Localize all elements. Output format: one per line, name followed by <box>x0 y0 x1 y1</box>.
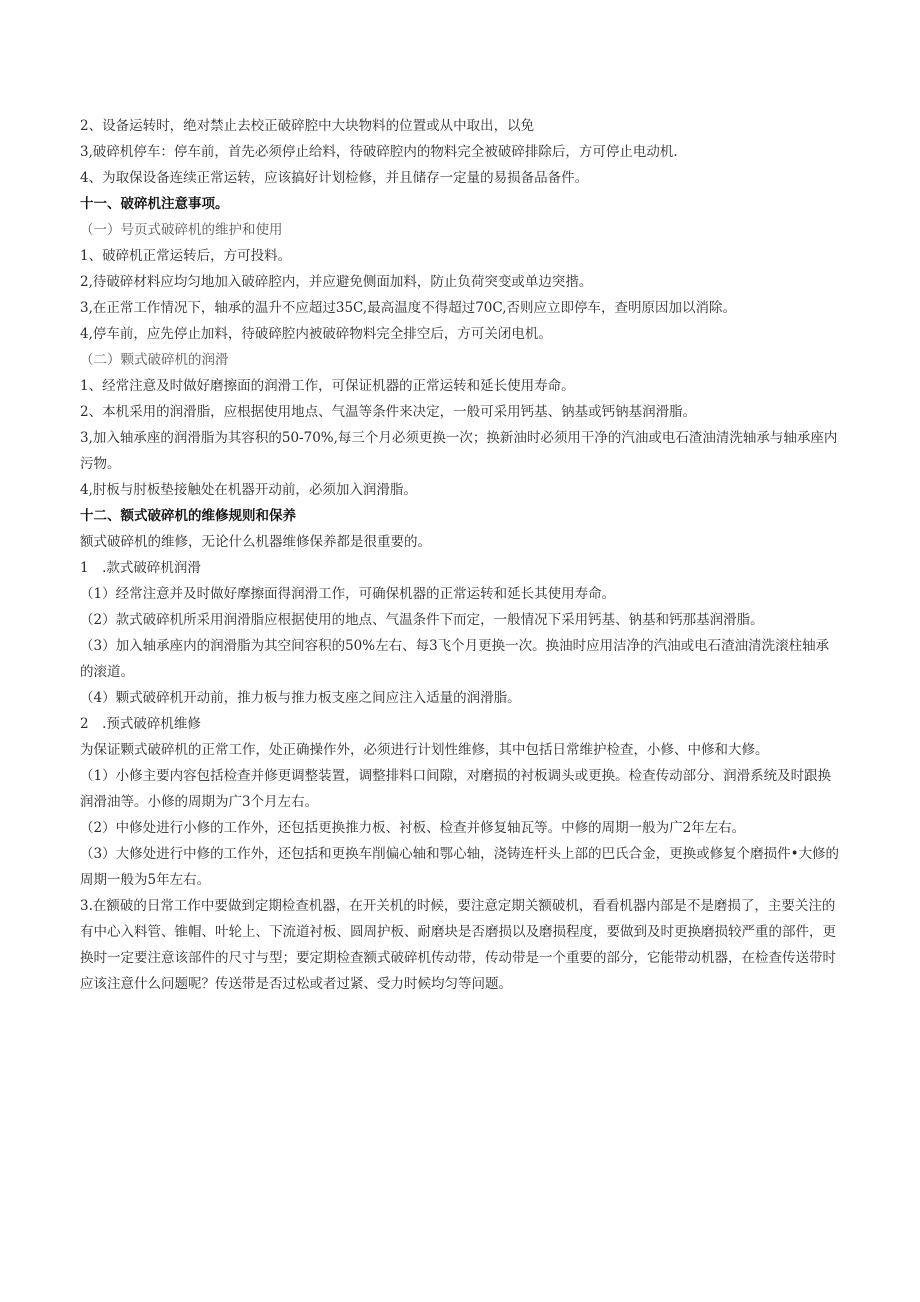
paragraph: 1 .款式破碎机润滑 <box>80 560 201 576</box>
paragraph: 2、本机采用的润滑脂，应根据使用地点、气温等条件来决定，一般可采用钙基、钠基或钙钠基润滑脂。 <box>80 404 697 420</box>
paragraph: （3）加入轴承座内的润滑脂为其空间容积的50%左右、每3飞个月更换一次。换油时应用洁净的汽油或电石渣油清洗滚柱轴承的滚道。 <box>80 638 830 680</box>
paragraph: （3）大修处进行中修的工作外，还包括和更换车削偏心轴和鄂心轴，浇铸连杆头上部的巴氏合金，更换或修复个磨损件•大修的周期一般为5年左右。 <box>80 846 840 888</box>
document-body <box>80 113 840 997</box>
paragraph: （1）经常注意并及时做好摩擦面得润滑工作，可确保机器的正常运转和延长其使用寿命。 <box>80 586 616 602</box>
paragraph: 3,加入轴承座的润滑脂为其容积的50-70%,每三个月必须更换一次；换新油时必须用干净的汽油或电石渣油清洗轴承与轴承座内污物。 <box>80 430 838 472</box>
paragraph: 3.在额破的日常工作中要做到定期检查机器，在开关机的时候，要注意定期关额破机，看看机器内部是不是磨损了，主要关注的有中心入料管、锥帽、叶轮上、下流道衬板、圆周护板、耐磨块是否磨损以及磨损程度，要做到及时更换磨损较严重的部件，更换时一定要注意该部件的尺寸与型；要定期检查额式破碎机传动带，传动带是一个重要的部分，它能带动机器，在检查传送带时应该注意什么问题呢？传送带是否过松或者过紧、受力时候均匀等问题。 <box>80 898 836 992</box>
paragraph: 4,肘板与肘板垫接触处在机器开动前，必须加入润滑脂。 <box>80 482 417 498</box>
subsection-heading: （一）号页式破碎机的维护和使用 <box>80 222 283 238</box>
paragraph: （2）中修处进行小修的工作外，还包括更换推力板、衬板、检查并修复轴瓦等。中修的周期一般为广2年左右。 <box>80 820 746 836</box>
paragraph: 3,在正常工作情况下，轴承的温升不应超过35C,最高温度不得超过70C,否则应立即停车，查明原因加以消除。 <box>80 300 737 316</box>
paragraph: 1、破碎机正常运转后，方可投料。 <box>80 248 292 264</box>
paragraph: （2）款式破碎机所采用润滑脂应根据使用的地点、气温条件下而定，一般情况下采用钙基、钠基和钙那基润滑脂。 <box>80 612 764 628</box>
paragraph: （4）颗式破碎机开动前，推力板与推力板支座之间应注入适量的润滑脂。 <box>80 690 521 706</box>
paragraph: 4,停车前，应先停止加料，待破碎腔内被破碎物料完全排空后，方可关闭电机。 <box>80 326 552 342</box>
paragraph: 为保证颗式破碎机的正常工作，处正确操作外，必须进行计划性维修，其中包括日常维护检查，小修、中修和大修。 <box>80 742 769 758</box>
paragraph: 2、设备运转时，绝对禁止去校正破碎腔中大块物料的位置或从中取出，以免 <box>80 118 535 134</box>
paragraph: 额式破碎机的维修，无论什么机器维修保养都是很重要的。 <box>80 534 431 550</box>
paragraph: 2 .预式破碎机维修 <box>80 716 201 732</box>
section-heading-12: 十二、额式破碎机的维修规则和保养 <box>80 508 296 524</box>
subsection-heading: （二）颗式破碎机的润滑 <box>80 352 229 368</box>
paragraph: 4、为取保设备连续正常运转，应该搞好计划检修，并且储存一定量的易损备品备件。 <box>80 170 589 186</box>
paragraph: （1）小修主要内容包括检查并修更调整装置，调整排料口间隙，对磨损的衬板调头或更换。检查传动部分、润滑系统及时跟换润滑油等。小修的周期为广3个月左右。 <box>80 768 832 810</box>
paragraph: 1、经常注意及时做好磨擦面的润滑工作，可保证机器的正常运转和延长使用寿命。 <box>80 378 575 394</box>
paragraph: 3,破碎机停车：停车前，首先必须停止给料，待破碎腔内的物料完全被破碎排除后，方可停止电动机. <box>80 144 678 160</box>
paragraph: 2,待破碎材料应均匀地加入破碎腔内，并应避免侧面加料，防止负荷突变或单边突揩。 <box>80 274 593 290</box>
section-heading-11: 十一、破碎机注意事项。 <box>80 196 229 212</box>
